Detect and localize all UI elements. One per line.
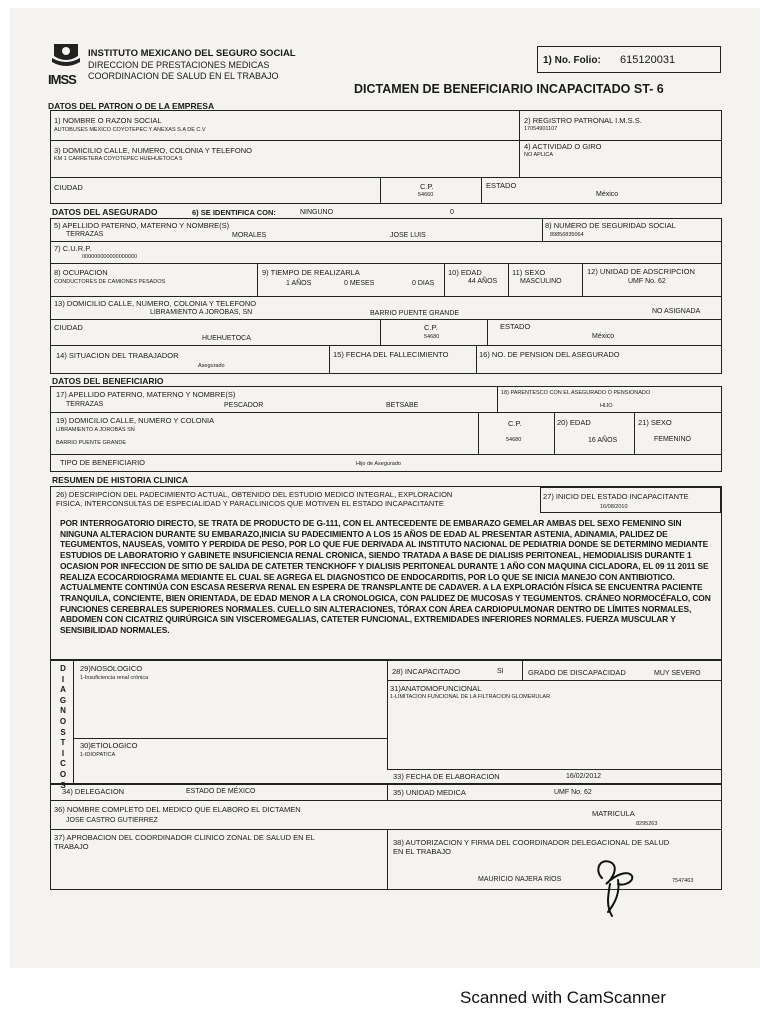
desc-label-1: 26) DESCRIPCION DEL PADECIMIENTO ACTUAL, OBTENIDO DEL ESTUDIO MEDICO INTEGRAL, EXPLORACION [56, 490, 453, 499]
patron-cp-value: 54660 [418, 192, 434, 198]
sexo-label: 11) SEXO [512, 268, 546, 277]
tipo-beneficiario-value: Hijo de Asegurado [356, 461, 401, 467]
delegacion-value: ESTADO DE MÉXICO [186, 788, 256, 795]
beneficiario-domicilio-calle: LIBRAMIENTO A JOROBAS SN [56, 427, 135, 433]
nosologico-label: 29)NOSOLOGICO [80, 664, 143, 673]
edad-value: 44 AÑOS [468, 278, 498, 285]
coordinador-name: MAURICIO NAJERA RIOS [478, 876, 562, 883]
scanner-watermark: Scanned with CamScanner [460, 988, 667, 1007]
nosologico-value: 1-Insuficiencia renal crónica [80, 675, 149, 681]
beneficiario-cp-label: C.P. [508, 419, 522, 428]
asegurado-cp-value: 54680 [424, 334, 440, 340]
beneficiario-sexo-label: 21) SEXO [638, 418, 672, 427]
aprobacion-label-1: 37) APROBACION DEL COORDINADOR CLINICO ZONAL DE SALUD EN EL [54, 833, 315, 842]
etiologico-label: 30)ETIOLOGICO [80, 741, 138, 750]
identifica-label: 6) SE IDENTIFICA CON: [192, 208, 276, 217]
beneficiario-domicilio-label: 19) DOMICILIO CALLE, NUMERO Y COLONIA [56, 416, 215, 425]
inicio-value: 16/08/2010 [600, 504, 628, 510]
institute-name: INSTITUTO MEXICANO DEL SEGURO SOCIAL [88, 48, 296, 59]
asegurado-estado-label: ESTADO [500, 322, 531, 331]
matricula-value: 8295263 [636, 821, 658, 827]
matricula-label: MATRICULA [592, 809, 635, 818]
patron-name-label: 1) NOMBRE O RAZON SOCIAL [54, 116, 162, 125]
unidad-medica-label: 35) UNIDAD MEDICA [393, 788, 466, 797]
inicio-label: 27) INICIO DEL ESTADO INCAPACITANTE [543, 492, 689, 501]
autorizacion-label-2: EN EL TRABAJO [393, 847, 451, 856]
curp-label: 7) C.U.R.P. [54, 244, 92, 253]
diagnosticos-vertical-label: D I A G N O S T I C O S [59, 664, 67, 790]
asegurado-domicilio-tel: NO ASIGNADA [652, 308, 701, 315]
beneficiario-domicilio-colonia: BARRIO PUENTE GRANDE [56, 440, 126, 446]
patron-domicilio-label: 3) DOMICILIO CALLE, NUMERO, COLONIA Y TELEFONO [54, 146, 252, 155]
beneficiario-edad-label: 20) EDAD [557, 418, 591, 427]
fecha-elaboracion-value: 16/02/2012 [566, 773, 602, 780]
section-historia: RESUMEN DE HISTORIA CLINICA [52, 475, 189, 485]
anatomo-value: 1-LIMITACION FUNCIONAL DE LA FILTRACION GLOMERULAR [390, 694, 551, 700]
nss-label: 8) NUMERO DE SEGURIDAD SOCIAL [545, 221, 676, 230]
asegurado-materno: MORALES [232, 232, 267, 239]
beneficiario-paterno: TERRAZAS [66, 401, 104, 408]
patron-estado-value: México [596, 191, 619, 198]
direction-name: DIRECCION DE PRESTACIONES MEDICAS [88, 60, 270, 70]
fecha-elaboracion-label: 33) FECHA DE ELABORACION [393, 772, 500, 781]
edad-label: 10) EDAD [448, 268, 482, 277]
asegurado-paterno: TERRAZAS [66, 231, 104, 238]
pension-label: 16) NO. DE PENSION DEL ASEGURADO [479, 350, 620, 359]
situacion-value: Asegurado [198, 363, 225, 369]
asegurado-nombre: JOSE LUIS [390, 232, 426, 239]
unidad-medica-value: UMF No. 62 [554, 789, 592, 796]
historia-narrative: POR INTERROGATORIO DIRECTO, SE TRATA DE PRODUCTO DE G-111, CON EL ANTECEDENTE DE EMBARAZO GEMELAR AMBAS DEL SEXO FEMENINO SIN NINGUNA ALTERACION DURANTE SU EMBARAZO,INICIA SU PADECIMIENTO A LOS 15 AÑOS DE EDAD AL PRESENTAR ASTENIA, ADINAMIA, PALIDEZ DE TEGUMENTOS, NAUSEAS, VOMITO Y PERDIDA DE PESO, POR LO QUE FUE DERIVADA AL INSTITUTO NACIONAL DE PEDIATRIA DONDE SE DETERMINO MEDIANTE ESTUDIOS DE LABORATORIO Y GABINETE INSUFICIENCIA RENAL CRONICA, SIENDO TRATADA A BASE DE DIALISIS PERITONEAL, HEMODIALISIS DURANTE 1 OCASION POR INFECCION DE SITIO DE SALIDA DE CATETER TENCKHOFF Y DIALISIS PERITONEAL DURANTE 1 AÑO CON MAQUINA CICLADORA, EL 09 11 2011 SE REALIZA ECOCARDIOGRAMA MEDIANTE EL CUAL SE AGREGA EL DIAGNOSTICO DE ENDOCARDITIS, POR LO QUE SE INICIA MANEJO CON ANTIBIOTICO. ACTUALMENTE CONTINÚA CON ESCASA RESERVA RENAL EN ESPERA DE TRANSPLANTE DE CADAVER. A LA EXPLORACIÓN FÍSICA SE ENCUENTRA PACIENTE TRANQUILA, CONCIENTE, BIEN ORIENTADA, DE EDAD MENOR A LA CRONOLOGICA, CON PALIDEZ DE MUCOSAS Y TEGUMENTOS. CRÁNEO NORMOCÉFALO, CON FUNCIONES CEREBRALES SUPERIORES NORMALES. CUELLO SIN ALTERACIONES, TÓRAX CON ÁREA CARDIOPULMONAR DENTRO DE LÍMITES NORMALES, ABDOMEN CON CICATRIZ QUIRÚRGICA SIN VISCEROMEGALIAS, CATETER FUNCIONAL, EXTREMIDADES INFERIORES NORMALES. FUERZA MUSCULAR Y SENSIBILIDAD NORMALES. [60, 518, 711, 636]
imss-logo-text: IMSS [48, 72, 76, 87]
section-asegurado: DATOS DEL ASEGURADO [52, 207, 158, 217]
beneficiario-sexo-value: FEMENINO [654, 436, 691, 443]
beneficiario-materno: PESCADOR [224, 402, 264, 409]
unidad-value: UMF No. 62 [628, 278, 666, 285]
diagnosticos-box [50, 660, 722, 784]
tiempo-anios: 1 AÑOS [286, 280, 312, 287]
signature-icon [590, 840, 640, 920]
registro-label: 2) REGISTRO PATRONAL I.M.S.S. [524, 116, 642, 125]
autorizacion-label-1: 38) AUTORIZACION Y FIRMA DEL COORDINADOR DELEGACIONAL DE SALUD [393, 838, 670, 847]
nss-value: 89856835064 [550, 232, 584, 238]
curp-value: 000000000000000000 [82, 254, 138, 260]
asegurado-ciudad-value: HUEHUETOCA [202, 335, 251, 342]
incapacitado-value: SI [497, 668, 504, 675]
asegurado-domicilio-colonia: BARRIO PUENTE GRANDE [370, 310, 460, 317]
etiologico-value: 1-IDIOPATICA [80, 752, 116, 758]
folio-value: 615120031 [620, 54, 676, 66]
sexo-value: MASCULINO [520, 278, 562, 285]
desc-label-2: FISICA, INTERCONSULTAS DE ESPECIALIDAD Y PARACLINICOS QUE MOTIVEN EL ESTADO INCAPACITANTE [56, 499, 444, 508]
patron-domicilio-value: KM 1 CARRETERA COYOTEPEC HUEHUETOCA 5 [54, 156, 183, 162]
asegurado-cp-label: C.P. [424, 323, 438, 332]
tiempo-meses: 0 MESES [344, 280, 375, 287]
tiempo-label: 9) TIEMPO DE REALIZARLA [262, 268, 360, 277]
identifica-value: NINGUNO [300, 209, 334, 216]
grado-label: GRADO DE DISCAPACIDAD [528, 668, 626, 677]
anatomo-label: 31)ANATOMOFUNCIONAL [390, 684, 482, 693]
situacion-label: 14) SITUACION DEL TRABAJADOR [56, 351, 179, 360]
unidad-label: 12) UNIDAD DE ADSCRIPCION [587, 267, 695, 276]
incapacitado-label: 28) INCAPACITADO [392, 667, 461, 676]
coordination-name: COORDINACION DE SALUD EN EL TRABAJO [88, 71, 279, 81]
medico-value: JOSE CASTRO GUTIERREZ [66, 817, 158, 824]
patron-name-value: AUTOBUSES MEXICO COYOTEPEC Y ANEXAS S.A DE C.V [54, 127, 206, 133]
patron-ciudad-label: CIUDAD [54, 183, 83, 192]
section-beneficiario: DATOS DEL BENEFICIARIO [52, 376, 164, 386]
aprobacion-label-2: TRABAJO [54, 842, 89, 851]
asegurado-domicilio-calle: LIBRAMIENTO A JOROBAS, SN [150, 309, 253, 316]
beneficiario-apellido-label: 17) APELLIDO PATERNO, MATERNO Y NOMBRE(S) [56, 390, 236, 399]
asegurado-estado-value: México [592, 333, 615, 340]
asegurado-apellido-label: 5) APELLIDO PATERNO, MATERNO Y NOMBRE(S) [54, 221, 230, 230]
fallecimiento-label: 15) FECHA DEL FALLECIMIENTO [333, 350, 449, 359]
grado-value: MUY SEVERO [654, 670, 701, 677]
tipo-beneficiario-label: TIPO DE BENEFICIARIO [60, 458, 146, 467]
asegurado-ciudad-label: CIUDAD [54, 323, 83, 332]
parentesco-value: HIJO [600, 403, 613, 409]
folio-label: 1) No. Folio: [543, 55, 601, 66]
ocupacion-value: CONDUCTORES DE CAMIONES PESADOS [54, 279, 166, 285]
ocupacion-label: 8) OCUPACION [54, 268, 108, 277]
delegacion-label: 34) DELEGACION [62, 787, 125, 796]
form-title: DICTAMEN DE BENEFICIARIO INCAPACITADO ST- 6 [354, 82, 664, 96]
tiempo-dias: 0 DIAS [412, 280, 435, 287]
beneficiario-cp-value: 54680 [506, 437, 522, 443]
actividad-label: 4) ACTIVIDAD O GIRO [524, 142, 602, 151]
parentesco-label: 18) PARENTESCO CON EL ASEGURADO O PENSIONADO [501, 390, 651, 396]
section-patron: DATOS DEL PATRON O DE LA EMPRESA [48, 101, 215, 111]
registro-value: 17054901107 [524, 126, 558, 132]
medico-label: 36) NOMBRE COMPLETO DEL MEDICO QUE ELABORO EL DICTAMEN [54, 805, 301, 814]
identifica-num: 0 [450, 209, 454, 216]
actividad-value: NO APLICA [524, 152, 554, 158]
patron-estado-label: ESTADO [486, 181, 517, 190]
asegurado-domicilio-label: 13) DOMICILIO CALLE, NUMERO, COLONIA Y TELEFONO [54, 299, 257, 308]
beneficiario-nombre: BETSABE [386, 402, 419, 409]
coordinador-matricula: 7547463 [672, 878, 694, 884]
beneficiario-edad-value: 16 AÑOS [588, 437, 618, 444]
patron-cp-label: C.P. [420, 182, 434, 191]
